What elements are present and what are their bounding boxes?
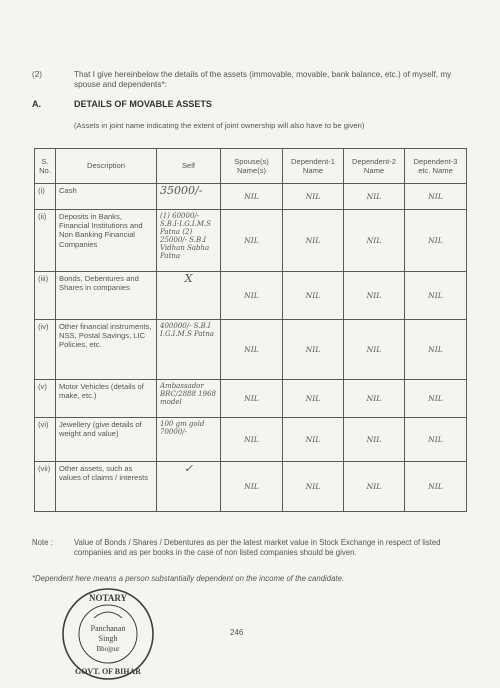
table-row xyxy=(35,462,467,512)
row-dep3-value: NIL xyxy=(405,272,467,320)
row-dep1-value: NIL xyxy=(283,184,344,210)
signature-mark xyxy=(94,612,122,618)
row-description: Bonds, Debentures and Shares in companies xyxy=(56,272,157,320)
row-sno: (ii) xyxy=(35,210,56,272)
stamp-top-text: NOTARY xyxy=(88,593,128,603)
row-sno: (iii) xyxy=(35,272,56,320)
section-title: DETAILS OF MOVABLE ASSETS xyxy=(74,99,212,109)
header-dependent-3: Dependent-3 etc. Name xyxy=(405,149,467,184)
table-header-row xyxy=(35,149,467,184)
row-self-value xyxy=(157,272,221,320)
stamp-name-2: Singh xyxy=(98,634,118,643)
row-sno: (iv) xyxy=(35,320,56,380)
note-text: Value of Bonds / Shares / Debentures as per the latest market value in Stock Exchange in respect of listed companies and as per books in the case of non listed companies should be given. xyxy=(74,538,441,557)
table-row xyxy=(35,320,467,380)
row-spouse-value: NIL xyxy=(221,272,283,320)
self-financial-instruments: 400000/- S.B.I I.G.I.M.S Patna xyxy=(160,322,215,338)
row-self-value xyxy=(157,184,221,210)
row-description: Deposits in Banks, Financial Institutions and Non Banking Financial Companies xyxy=(56,210,157,272)
header-dependent-1: Dependent-1 Name xyxy=(283,149,344,184)
row-self-value xyxy=(157,320,221,380)
row-sno: (v) xyxy=(35,380,56,418)
self-jewellery: 100 gm gold 70000/- xyxy=(160,420,205,436)
page-number: 246 xyxy=(230,628,244,637)
row-dep2-value: NIL xyxy=(344,272,405,320)
section-note: (Assets in joint name indicating the extent of joint ownership will also have to be given) xyxy=(74,121,365,130)
row-spouse-value: NIL xyxy=(221,210,283,272)
intro-text: That I give hereinbelow the details of the assets (immovable, movable, bank balance, etc.) of myself, my spouse and dependents*: xyxy=(74,70,452,89)
row-dep1-value: NIL xyxy=(283,272,344,320)
self-cash: 35000/- xyxy=(160,184,203,197)
row-description: Other financial instruments, NSS, Postal Savings, LIC Policies, etc. xyxy=(56,320,157,380)
intro-number: (2) xyxy=(32,70,43,79)
row-self-value xyxy=(157,462,221,512)
row-spouse-value: NIL xyxy=(221,418,283,462)
table-row xyxy=(35,210,467,272)
movable-assets-table xyxy=(34,148,467,512)
row-dep3-value: NIL xyxy=(405,380,467,418)
row-self-value xyxy=(157,418,221,462)
stamp-name-1: Panchanan xyxy=(90,624,126,633)
row-dep2-value: NIL xyxy=(344,320,405,380)
row-dep1-value: NIL xyxy=(283,210,344,272)
row-dep2-value: NIL xyxy=(344,418,405,462)
table-row xyxy=(35,272,467,320)
row-dep1-value: NIL xyxy=(283,418,344,462)
row-description: Other assets, such as values of claims / interests xyxy=(56,462,157,512)
row-description: Motor Vehicles (details of make, etc.) xyxy=(56,380,157,418)
header-spouse: Spouse(s) Name(s) xyxy=(221,149,283,184)
header-sno: S. No. xyxy=(35,149,56,184)
row-self-value xyxy=(157,210,221,272)
row-dep2-value: NIL xyxy=(344,184,405,210)
self-bonds: X xyxy=(184,272,193,285)
row-dep1-value: NIL xyxy=(283,462,344,512)
table-row xyxy=(35,418,467,462)
row-dep3-value: NIL xyxy=(405,320,467,380)
self-other-assets: ✓ xyxy=(183,462,194,475)
row-dep3-value: NIL xyxy=(405,184,467,210)
dependent-footnote: *Dependent here means a person substantially dependent on the income of the candidate. xyxy=(32,574,345,583)
row-spouse-value: NIL xyxy=(221,320,283,380)
row-dep1-value: NIL xyxy=(283,320,344,380)
row-spouse-value: NIL xyxy=(221,462,283,512)
row-dep3-value: NIL xyxy=(405,462,467,512)
notary-stamp xyxy=(60,586,156,682)
row-description: Cash xyxy=(56,184,157,210)
row-spouse-value: NIL xyxy=(221,380,283,418)
row-dep2-value: NIL xyxy=(344,462,405,512)
row-dep2-value: NIL xyxy=(344,380,405,418)
stamp-bottom-text: GOVT. OF BIHAR xyxy=(74,667,142,676)
section-letter: A. xyxy=(32,99,41,109)
self-motor-vehicle: Ambassador BRC/2888 1968 model xyxy=(160,382,216,406)
table-row xyxy=(35,380,467,418)
header-description: Description xyxy=(56,149,157,184)
row-sno: (i) xyxy=(35,184,56,210)
row-description: Jewellery (give details of weight and value) xyxy=(56,418,157,462)
row-sno: (vi) xyxy=(35,418,56,462)
row-sno: (vii) xyxy=(35,462,56,512)
self-deposits: (1) 60000/- S.B.I-I.G.I.M.S Patna (2) 25000/- S.B.I Vidhan Sabha Patna xyxy=(160,212,212,260)
row-dep3-value: NIL xyxy=(405,210,467,272)
note-label: Note : xyxy=(32,538,53,547)
row-dep2-value: NIL xyxy=(344,210,405,272)
row-self-value xyxy=(157,380,221,418)
header-self: Self xyxy=(157,149,221,184)
stamp-place: Bhojpur xyxy=(96,645,120,653)
row-spouse-value: NIL xyxy=(221,184,283,210)
header-dependent-2: Dependent-2 Name xyxy=(344,149,405,184)
row-dep1-value: NIL xyxy=(283,380,344,418)
row-dep3-value: NIL xyxy=(405,418,467,462)
table-row xyxy=(35,184,467,210)
